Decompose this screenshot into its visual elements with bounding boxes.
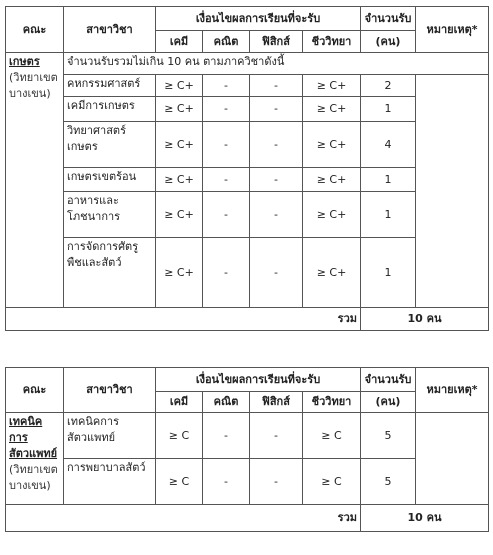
grade-chem: ≥ C xyxy=(156,459,203,505)
faculty-campus: (วิทยาเขตบางเขน) xyxy=(9,463,58,492)
grade-phys: - xyxy=(250,413,303,459)
grade-math: - xyxy=(203,459,250,505)
total-row xyxy=(6,505,489,532)
grade-bio: ≥ C+ xyxy=(303,122,361,168)
grade-bio: ≥ C xyxy=(303,413,361,459)
grade-phys: - xyxy=(250,97,303,122)
header-subject-phys: ฟิสิกส์ xyxy=(250,31,303,53)
grade-chem: ≥ C+ xyxy=(156,122,203,168)
header-seats: จำนวนรับ xyxy=(361,7,416,31)
grade-phys: - xyxy=(250,75,303,97)
note-cell xyxy=(416,75,489,308)
grade-math: - xyxy=(203,97,250,122)
program-name: การจัดการศัตรูพืชและสัตว์ xyxy=(64,238,156,308)
seat-count: 1 xyxy=(361,97,416,122)
grade-bio: ≥ C+ xyxy=(303,238,361,308)
admission-table-agriculture xyxy=(5,6,489,331)
grade-bio: ≥ C+ xyxy=(303,168,361,192)
header-seats-unit: (คน) xyxy=(361,31,416,53)
header-faculty: คณะ xyxy=(6,368,64,413)
grade-bio: ≥ C+ xyxy=(303,192,361,238)
program-name: คหกรรมศาสตร์ xyxy=(64,75,156,97)
grade-phys: - xyxy=(250,238,303,308)
header-subject-chem: เคมี xyxy=(156,392,203,413)
header-note: หมายเหตุ* xyxy=(416,7,489,53)
seat-count: 1 xyxy=(361,192,416,238)
grade-math: - xyxy=(203,238,250,308)
total-row xyxy=(6,308,489,331)
header-subject-math: คณิต xyxy=(203,392,250,413)
header-program: สาขาวิชา xyxy=(64,368,156,413)
grade-bio: ≥ C xyxy=(303,459,361,505)
header-program: สาขาวิชา xyxy=(64,7,156,53)
faculty-campus: (วิทยาเขตบางเขน) xyxy=(9,71,58,100)
program-name: เคมีการเกษตร xyxy=(64,97,156,122)
grade-math: - xyxy=(203,75,250,97)
seat-count: 2 xyxy=(361,75,416,97)
header-subject-bio: ชีววิทยา xyxy=(303,31,361,53)
grade-chem: ≥ C+ xyxy=(156,192,203,238)
grade-phys: - xyxy=(250,122,303,168)
seat-count: 5 xyxy=(361,413,416,459)
admission-table-vet-tech xyxy=(5,367,489,532)
program-name: เกษตรเขตร้อน xyxy=(64,168,156,192)
faculty-summary: จำนวนรับรวมไม่เกิน 10 คน ตามภาควิชาดังนี้ xyxy=(64,53,489,75)
header-seats-unit: (คน) xyxy=(361,392,416,413)
header-seats: จำนวนรับ xyxy=(361,368,416,392)
total-label: รวม xyxy=(6,308,361,331)
header-subject-bio: ชีววิทยา xyxy=(303,392,361,413)
header-subject-phys: ฟิสิกส์ xyxy=(250,392,303,413)
total-value: 10 คน xyxy=(361,308,489,331)
seat-count: 1 xyxy=(361,168,416,192)
header-subject-math: คณิต xyxy=(203,31,250,53)
grade-math: - xyxy=(203,122,250,168)
header-faculty: คณะ xyxy=(6,7,64,53)
grade-phys: - xyxy=(250,168,303,192)
grade-chem: ≥ C xyxy=(156,413,203,459)
grade-chem: ≥ C+ xyxy=(156,75,203,97)
seat-count: 4 xyxy=(361,122,416,168)
grade-chem: ≥ C+ xyxy=(156,168,203,192)
header-subject-chem: เคมี xyxy=(156,31,203,53)
grade-bio: ≥ C+ xyxy=(303,75,361,97)
grade-bio: ≥ C+ xyxy=(303,97,361,122)
program-name: วิทยาศาสตร์เกษตร xyxy=(64,122,156,168)
table-row xyxy=(6,75,489,97)
note-cell xyxy=(416,413,489,505)
grade-chem: ≥ C+ xyxy=(156,238,203,308)
total-value: 10 คน xyxy=(361,505,489,532)
faculty-cell xyxy=(6,53,64,308)
total-label: รวม xyxy=(6,505,361,532)
seat-count: 5 xyxy=(361,459,416,505)
grade-math: - xyxy=(203,413,250,459)
table-row xyxy=(6,413,489,459)
header-note: หมายเหตุ* xyxy=(416,368,489,413)
program-name: อาหารและโภชนาการ xyxy=(64,192,156,238)
grade-math: - xyxy=(203,168,250,192)
faculty-name: เทคนิคการสัตวแพทย์ xyxy=(9,415,58,460)
program-name: เทคนิคการสัตวแพทย์ xyxy=(64,413,156,459)
grade-chem: ≥ C+ xyxy=(156,97,203,122)
header-conditions: เงื่อนไขผลการเรียนที่จะรับ xyxy=(156,368,361,392)
grade-phys: - xyxy=(250,459,303,505)
grade-phys: - xyxy=(250,192,303,238)
seat-count: 1 xyxy=(361,238,416,308)
program-name: การพยาบาลสัตว์ xyxy=(64,459,156,505)
faculty-cell xyxy=(6,413,64,505)
faculty-name: เกษตร xyxy=(9,55,40,68)
grade-math: - xyxy=(203,192,250,238)
header-conditions: เงื่อนไขผลการเรียนที่จะรับ xyxy=(156,7,361,31)
